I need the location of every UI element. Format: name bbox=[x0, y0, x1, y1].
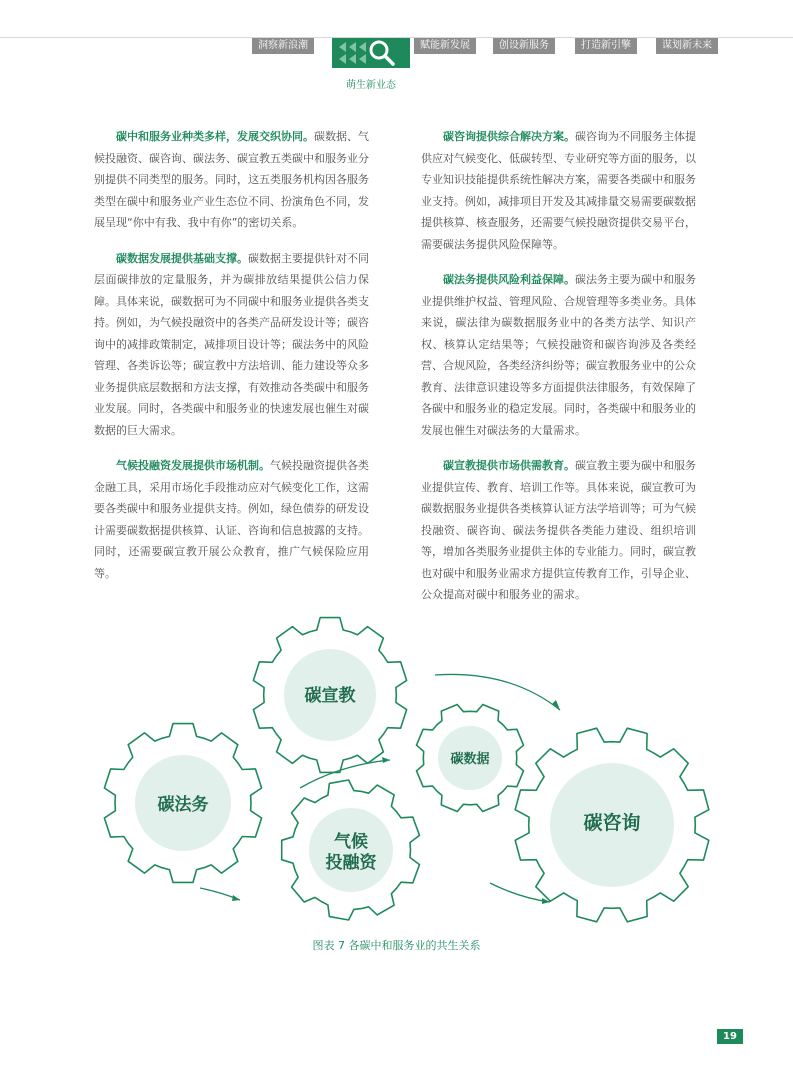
paragraph: 碳数据发展提供基础支撑。碳数据主要提供针对不同层面碳排放的定量服务，并为碳排放结果提供公信力保障。具体来说，碳数据可为不同碳中和服务业提供各类支持。例如，为气候投融资中的各类产品研发设计等；碳咨询中的减排政策制定，减排项目设计等；碳法务中的风险管理、各类诉讼等；碳宣教中方法培训、能力建设等众多业务提供底层数据和方法支撑，有效推动各类碳中和服务业发展。同时，各类碳中和服务业的快速发展也催生对碳数据的巨大需求。 bbox=[94, 251, 369, 437]
nav-tab-create[interactable]: 创设新服务 bbox=[493, 38, 555, 54]
page-number: 19 bbox=[717, 1029, 743, 1044]
gear-label-xuanjiao: 碳宣教 bbox=[304, 686, 356, 705]
paragraph: 气候投融资发展提供市场机制。气候投融资提供各类金融工具，采用市场化手段推动应对气候变化工作，这需要各类碳中和服务业提供支持。例如，绿色债券的研发设计需要碳数据提供核算、认证、咨询和信息披露的支持。同时，还需要碳宣教开展公众教育，推广气候保险应用等。 bbox=[94, 459, 369, 580]
figure-caption: 图表 7 各碳中和服务业的共生关系 bbox=[312, 939, 481, 952]
paragraph: 碳法务提供风险利益保障。碳法务主要为碳中和服务业提供维护权益、管理风险、合规管理等多类业务。具体来说，碳法律为碳数据服务业中的各类方法学、知识产权、核算认定结果等；气候投融资和碳咨询涉及各类经营、合规风险，各类经济纠纷等；碳宣教服务业中的公众教育、法律意识建设等多方面提供法律服务，有效保障了各碳中和服务业的稳定发展。同时，各类碳中和服务业的发展也催生对碳法务的大量需求。 bbox=[421, 273, 696, 437]
nav-tab-insight[interactable]: 洞察新浪潮 bbox=[252, 38, 314, 54]
gear-label-zixun: 碳咨询 bbox=[583, 813, 641, 834]
paragraph: 碳宣教提供市场供需教育。碳宣教主要为碳中和服务业提供宣传、教育、培训工作等。具体来说，碳宣教可为碳数据服务业提供各类核算认证方法学培训等；可为气候投融资、碳咨询、碳法务提供各类能力建设、组织培训等，增加各类服务业提供主体的专业能力。同时，碳宣教也对碳中和服务业需求方提供宣传教育工作，引导企业、公众提高对碳中和服务业的需求。 bbox=[421, 459, 696, 601]
paragraph: 碳中和服务业种类多样，发展交织协同。碳数据、气候投融资、碳咨询、碳法务、碳宣教五类碳中和服务业分别提供不同类型的服务。同时，这五类服务机构因各服务类型在碳中和服务业产业生态位不同、扮演角色不同，发展呈现“你中有我、我中有你”的密切关系。 bbox=[94, 130, 369, 229]
arrow-curve bbox=[435, 674, 560, 710]
arrowhead-icon bbox=[232, 895, 240, 901]
arrowhead-icon bbox=[382, 757, 390, 763]
magnifier-icon bbox=[368, 39, 396, 67]
nav-tab-active[interactable] bbox=[332, 38, 410, 68]
gear-label-qihou: 气候 bbox=[334, 832, 368, 851]
chevrons-left-icon bbox=[336, 40, 368, 66]
gear-label-fawu: 碳法务 bbox=[157, 795, 209, 814]
nav-tab-empower[interactable]: 赋能新发展 bbox=[414, 38, 476, 54]
paragraph: 碳咨询提供综合解决方案。碳咨询为不同服务主体提供应对气候变化、低碳转型、专业研究等方面的服务，以专业知识技能提供系统性解决方案，需要各类碳中和服务业支持。例如，减排项目开发及其减排量交易需要碳数据提供核算、核查服务，还需要气候投融资提供交易平台，需要碳法务提供风险保障等。 bbox=[421, 130, 696, 251]
gear-label-shuju: 碳数据 bbox=[450, 751, 490, 766]
gear-diagram bbox=[90, 600, 730, 930]
active-section-label: 萌生新业态 bbox=[346, 80, 396, 91]
nav-tab-future[interactable]: 谋划新未来 bbox=[656, 38, 718, 54]
gear-label-tourongzi: 投融资 bbox=[325, 853, 377, 872]
nav-tab-engine[interactable]: 打造新引擎 bbox=[575, 38, 637, 54]
left-column bbox=[94, 126, 369, 598]
right-column bbox=[421, 126, 696, 620]
